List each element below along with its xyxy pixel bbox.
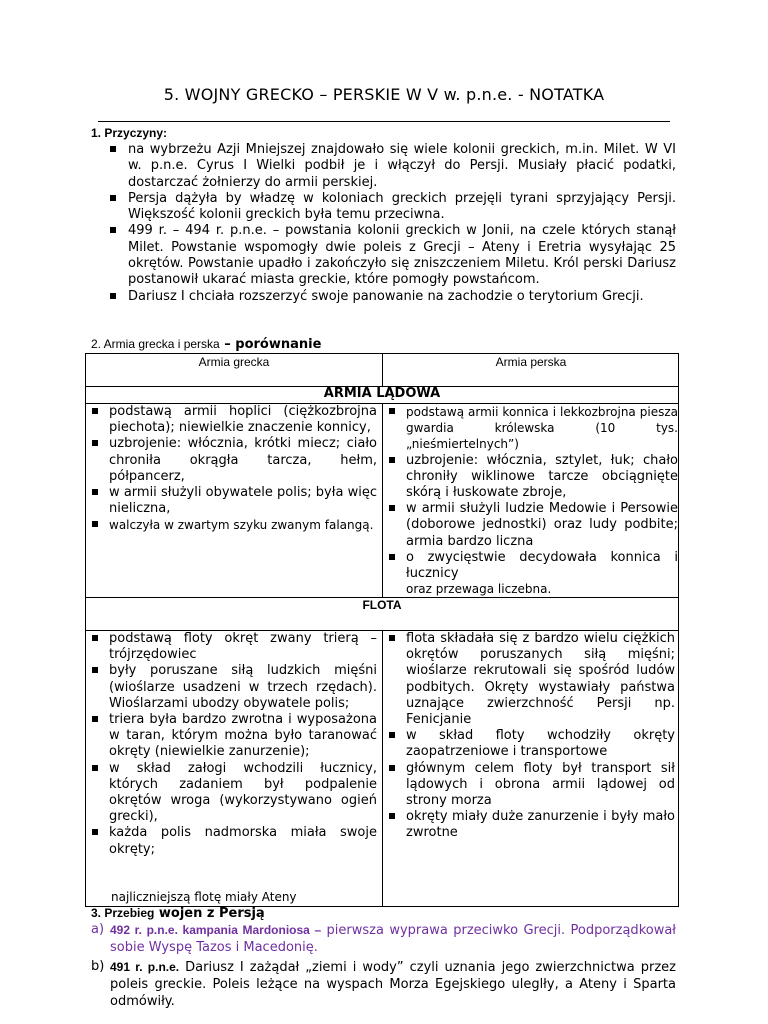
band-land-army: ARMIA LĄDOWA [323,386,441,401]
table-cell-item: każda polis nadmorska miała swoje okręty; [88,825,377,857]
table-cell-item: były poruszane siłą ludzkich mięśni (wioślarze usadzeni w trzech rzędach). Wioślarzami ubodzy obywatele polis; [88,663,377,712]
land-persian-list [385,404,678,582]
list-item [91,959,676,1011]
column-divider [382,403,383,597]
table-cell-item: o zwycięstwie decydowała konnica i łucznicy [385,550,678,582]
section3-heading [91,906,265,921]
table-cell-item: okręty miały duże zanurzenie i były mało zwrotne [385,809,675,841]
land-persian-note: oraz przewaga liczebna. [406,582,552,596]
column-header-greek: Armia grecka [198,355,270,369]
fleet-greek-note: najliczniejszą flotę miały Ateny [111,890,297,904]
page-title: 5. WOJNY GRECKO – PERSKIE W V w. p.n.e. - NOTATKA [163,85,605,104]
table-cell-item: w armii służyli obywatele polis; była więc nieliczna, [88,485,377,517]
table-cell-item: podstawą floty okręt zwany trierą – trójrzędowiec [88,631,377,663]
section3-heading-small: 3. Przebieg [91,906,155,920]
section2-heading-small: 2. Armia grecka i perska [91,337,220,351]
table-cell-item: w skład załogi wchodzili łucznicy, których zadaniem był podpalenie okrętów wroga (wykorzystywano ogień grecki), [88,761,377,826]
section3-heading-big: wojen z Persją [154,906,265,921]
section1-heading: 1. Przyczyny: [91,126,168,140]
table-cell-item: w skład floty wchodziły okręty zaopatrzeniowe i transportowe [385,728,675,760]
event-date: 491 r. p.n.e. [110,959,180,974]
list-marker: b) [91,958,105,974]
column-divider [382,354,383,386]
table-cell-item: podstawą armii konnica i lekkozbrojna piesza gwardia królewska (10 tys. „nieśmiertelnych”) [385,404,678,453]
list-item: 499 r. – 494 r. p.n.e. – powstania kolonii greckich w Jonii, na czele których stanął Milet. Powstanie wspomogły dwie poleis z Grecji – Ateny i Eretria wysyłając 25 okrętów. Powstanie upadło i zakończyło się zniszczeniem Miletu. Król perski Dariusz postanowił ukarać miasta greckie, które pomogły powstańcom. [105,223,676,288]
section2-heading [91,337,321,352]
table-cell-item: głównym celem floty był transport sił lądowych i obrona armii lądowej od strony morza [385,761,675,810]
list-item [91,922,676,957]
table-cell-item: flota składała się z bardzo wielu ciężkich okrętów poruszanych siłą mięśni; wioślarze rekrutowali się spośród ludów podbitych. Okręty wystawiały państwa uznające zwierzchność Persji np. Fenicjanie [385,631,675,728]
table-cell-item: w armii służyli ludzie Medowie i Persowie (doborowe jednostki) oraz ludy podbite; armia bardzo liczna [385,501,678,550]
title-underline [98,121,670,122]
table-cell-item: uzbrojenie: włócznia, krótki miecz; ciało chroniła okrągła tarcza, hełm, półpancerz, [88,436,377,485]
fleet-greek-list [88,631,377,858]
fleet-persian-list [385,631,675,842]
list-item: Persja dążyła by władzę w koloniach greckich przejęli tyrani sprzyjający Persji. Większość kolonii greckich była temu przeciwna. [105,191,676,224]
comparison-table [85,353,679,907]
section3-list [91,922,676,1010]
table-cell-item: uzbrojenie: włócznia, sztylet, łuk; chało chroniły wiklinowe tarcze obciągnięte skórą i łuskowate zbroje, [385,453,678,502]
list-item: na wybrzeżu Azji Mniejszej znajdowało się wiele kolonii greckich, m.in. Milet. W VI w. p.n.e. Cyrus I Wielki podbił je i włączył do Persji. Musiały płacić podatki, dostarczać żołnierzy do armii perskiej. [105,142,676,191]
event-text: pierwsza wyprawa przeciwko Grecji. Podporządkował sobie Wyspę Tazos i Macedonię. [110,923,676,956]
column-header-persian: Armia perska [495,355,567,369]
event-text: Dariusz I zażądał „ziemi i wody” czyli uznania jego zwierzchnictwa przez poleis greckie. Poleis leżące na wyspach Morza Egejskiego uleglły, a Ateny i Sparta odmówiły. [110,959,676,1010]
list-marker: a) [91,922,105,937]
band-fleet: FLOTA [362,598,402,612]
land-greek-list [88,404,377,534]
list-item: Dariusz I chciała rozszerzyć swoje panowanie na zachodzie o terytorium Grecji. [105,289,676,305]
table-cell-item: triera była bardzo zwrotna i wyposażona w taran, którym można było taranować okręty (niewielkie zanurzenie); [88,712,377,761]
table-cell-item: podstawą armii hoplici (ciężkozbrojna piechota); niewielkie znaczenie konnicy, [88,404,377,436]
table-cell-item: walczyła w zwartym szyku zwanym falangą. [88,517,377,533]
column-divider [382,630,383,906]
event-date: 492 r. p.n.e. kampania Mardoniosa – [110,923,322,937]
section2-heading-big: – porównanie [219,337,322,352]
section1-list [105,142,676,305]
